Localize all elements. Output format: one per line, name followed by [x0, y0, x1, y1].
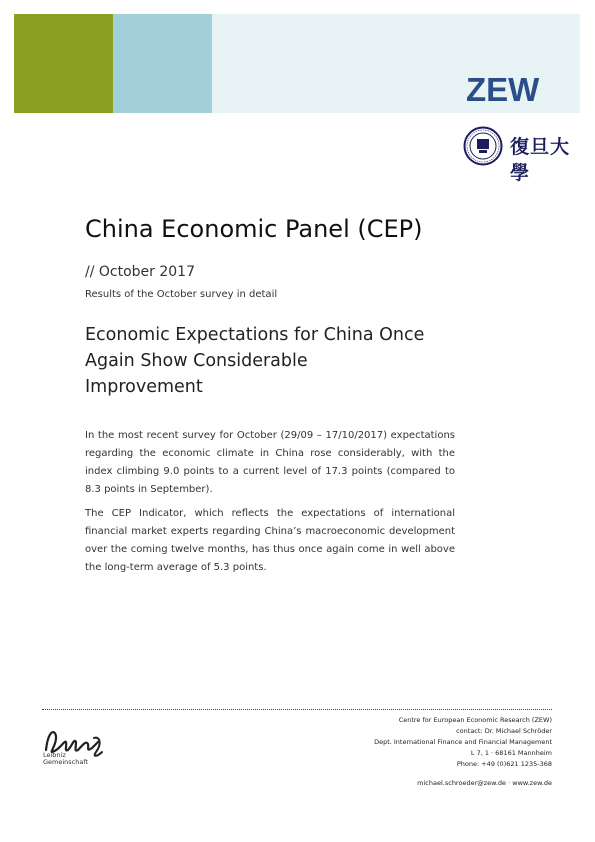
subtitle: Results of the October survey in detail — [85, 289, 278, 300]
footer-address: L 7, 1 · 68161 Mannheim — [470, 749, 552, 757]
page-title: China Economic Panel (CEP) — [85, 215, 423, 243]
body-paragraph: In the most recent survey for October (29/09 – 17/10/2017) expectations regarding the economic climate in China rose considerably, with the index climbing 9.0 points to a current level of 17.3 points (compared to 8.3 points in September). — [85, 430, 455, 495]
footer-contact-person: contact: Dr. Michael Schröder — [456, 727, 552, 735]
footer-phone: Phone: +49 (0)621 1235-368 — [456, 760, 552, 768]
body-paragraph: The CEP Indicator, which reflects the expectations of international financial market experts regarding China’s macroeconomic development over the coming twelve months, has thus once again come in well above the long-term average of 5.3 points. — [85, 508, 455, 573]
footer-department: Dept. International Finance and Financial Management — [374, 738, 552, 746]
fudan-logo-text: 復旦大學 — [510, 136, 571, 184]
leibniz-sub-line: Leibniz — [43, 751, 66, 759]
footer-email-web[interactable]: michael.schroeder@zew.de · www.zew.de — [417, 779, 552, 787]
issue-date: // October 2017 — [85, 264, 195, 280]
headline-line: Economic Expectations for China Once — [85, 325, 425, 345]
headline — [85, 322, 465, 400]
zew-logo: ZEW — [466, 71, 540, 108]
headline-line: Improvement — [85, 377, 203, 397]
footer-contact — [292, 715, 552, 789]
fudan-seal-icon — [463, 126, 503, 166]
header-blue-block — [113, 14, 212, 113]
leibniz-sub-line: Gemeinschaft — [43, 758, 89, 766]
leibniz-subtitle — [43, 752, 103, 766]
footer-divider — [42, 709, 552, 710]
header-green-block — [14, 14, 113, 113]
footer-institute: Centre for European Economic Research (ZEW) — [398, 716, 552, 724]
headline-line: Again Show Considerable — [85, 351, 308, 371]
